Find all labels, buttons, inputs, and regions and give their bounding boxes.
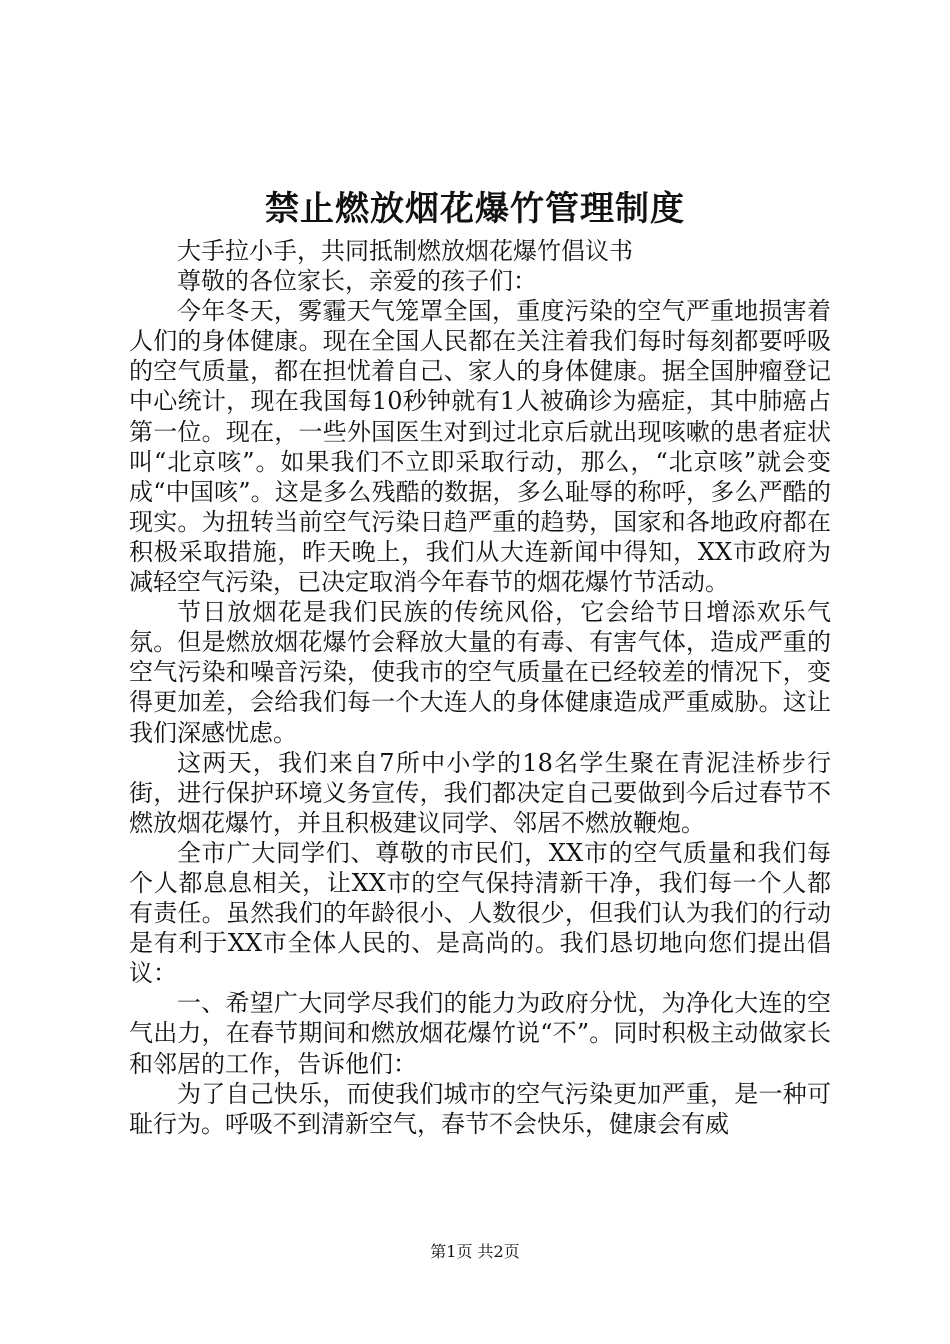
- paragraph-6: 为了自己快乐，而使我们城市的空气污染更加严重，是一种可耻行为。呼吸不到清新空气，春节不会快乐，健康会有威: [129, 1079, 831, 1138]
- paragraph-1: 今年冬天，雾霾天气笼罩全国，重度污染的空气严重地损害着人们的身体健康。现在全国人民都在关注着我们每时每刻都要呼吸的空气质量，都在担忧着自己、家人的身体健康。据全国肿瘤登记中心统计，现在我国每10秒钟就有1人被确诊为癌症，其中肺癌占第一位。现在，一些外国医生对到过北京后就出现咳嗽的患者症状叫“北京咳”。如果我们不立即采取行动，那么，“北京咳”就会变成“中国咳”。这是多么残酷的数据，多么耻辱的称呼，多么严酷的现实。为扭转当前空气污染日趋严重的趋势，国家和各地政府都在积极采取措施，昨天晚上，我们从大连新闻中得知，XX市政府为减轻空气污染，已决定取消今年春节的烟花爆竹节活动。: [129, 297, 831, 597]
- paragraph-2: 节日放烟花是我们民族的传统风俗，它会给节日增添欢乐气氛。但是燃放烟花爆竹会释放大量的有毒、有害气体，造成严重的空气污染和噪音污染，使我市的空气质量在已经较差的情况下，变得更加差，会给我们每一个大连人的身体健康造成严重威胁。这让我们深感忧虑。: [129, 598, 831, 747]
- document-title: 禁止燃放烟花爆竹管理制度: [265, 189, 685, 229]
- paragraph-3: 这两天，我们来自7所中小学的18名学生聚在青泥洼桥步行街，进行保护环境义务宣传，我们都决定自己要做到今后过春节不燃放烟花爆竹，并且积极建议同学、邻居不燃放鞭炮。: [129, 748, 831, 837]
- paragraph-salutation: 尊敬的各位家长，亲爱的孩子们：: [177, 267, 537, 296]
- page-number-footer: 第1页 共2页: [430, 1242, 520, 1261]
- paragraph-5: 一、希望广大同学尽我们的能力为政府分忧，为净化大连的空气出力，在春节期间和燃放烟花爆竹说“不”。同时积极主动做家长和邻居的工作，告诉他们：: [129, 989, 831, 1078]
- paragraph-proposal-title: 大手拉小手，共同抵制燃放烟花爆竹倡议书: [177, 237, 633, 265]
- document-body: [129, 236, 831, 1139]
- paragraph-4: 全市广大同学们、尊敬的市民们，XX市的空气质量和我们每个人都息息相关，让XX市的空气保持清新干净，我们每一个人都有责任。虽然我们的年龄很小、人数很少，但我们认为我们的行动是有利于XX市全体人民的、是高尚的。我们恳切地向您们提出倡议：: [129, 838, 831, 988]
